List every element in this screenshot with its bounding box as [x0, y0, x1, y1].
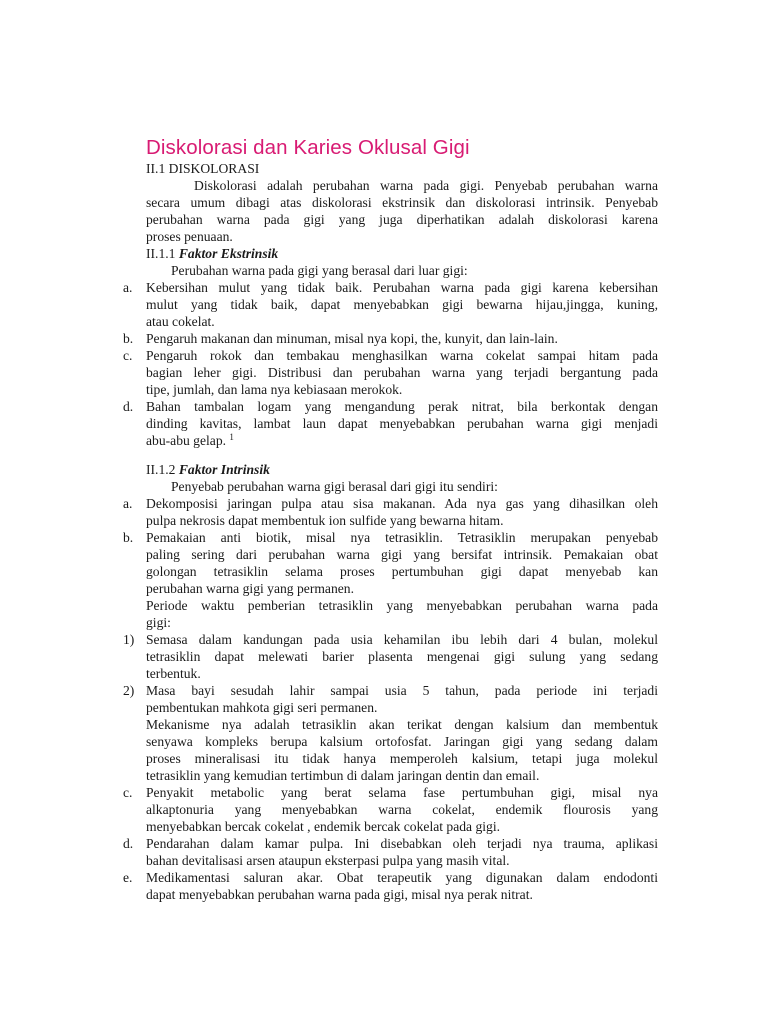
footnote-marker: 1 — [229, 432, 234, 442]
list-item-line: Dekomposisi jaringan pulpa atau sisa makanan. Ada nya gas yang dihasilkan oleh — [146, 496, 658, 511]
list-marker: d. — [123, 836, 134, 851]
list-item-line: tetrasiklin dapat melewati barier plasenta mengenai gigi sulung yang sedang — [146, 649, 658, 664]
list-item-line: Semasa dalam kandungan pada usia kehamilan ibu lebih dari 4 bulan, molekul — [146, 632, 658, 647]
list-item-line: senyawa kompleks berupa kalsium ortofosfat. Jaringan gigi yang sedang dalam — [146, 734, 658, 749]
list-item-line: Masa bayi sesudah lahir sampai usia 5 tahun, pada periode ini terjadi — [146, 683, 658, 698]
list-marker: 1) — [123, 632, 135, 647]
paragraph-line: secara umum dibagi atas diskolorasi ekstrinsik dan diskolorasi intrinsik. Penyebab — [146, 195, 658, 210]
subsection-lead: Perubahan warna pada gigi yang berasal dari luar gigi: — [171, 263, 468, 278]
list-marker: 2) — [123, 683, 135, 698]
list-item-line: dinding kavitas, lambat laun dapat menyebabkan perubahan warna gigi menjadi — [146, 416, 658, 431]
list-item-line: Medikamentasi saluran akar. Obat terapeutik yang digunakan dalam endodonti — [146, 870, 658, 885]
list-item-line: Pemakaian anti biotik, misal nya tetrasiklin. Tetrasiklin merupakan penyebab — [146, 530, 658, 545]
list-item-line: proses mineralisasi itu tidak hanya memperoleh kalsium, tetapi juga molekul — [146, 751, 658, 766]
list-item-line: Kebersihan mulut yang tidak baik. Perubahan warna pada gigi karena kebersihan — [146, 280, 658, 295]
list-marker: d. — [123, 399, 134, 414]
list-item-line: bahan devitalisasi arsen ataupun eksterpasi pulpa yang masih vital. — [146, 853, 510, 868]
paragraph-line: Diskolorasi adalah perubahan warna pada gigi. Penyebab perubahan warna — [194, 178, 658, 193]
list-item-line: Pendarahan dalam kamar pulpa. Ini disebabkan oleh terjadi nya trauma, aplikasi — [146, 836, 658, 851]
list-item-line: Penyakit metabolic yang berat selama fase pertumbuhan gigi, misal nya — [146, 785, 658, 800]
paragraph-line: proses penuaan. — [146, 229, 233, 244]
list-item-line: dapat menyebabkan perubahan warna pada gigi, misal nya perak nitrat. — [146, 887, 533, 902]
list-item-line: Pengaruh rokok dan tembakau menghasilkan warna cokelat sampai hitam pada — [146, 348, 658, 363]
list-item-line: Periode waktu pemberian tetrasiklin yang menyebabkan perubahan warna pada — [146, 598, 658, 613]
list-marker: b. — [123, 530, 134, 545]
subsection-heading-intrinsik: II.1.2 Faktor Intrinsik — [146, 462, 270, 477]
list-item-line: tipe, jumlah, dan lama nya kebiasaan merokok. — [146, 382, 403, 397]
list-item-line: alkaptonuria yang menyebabkan warna cokelat, endemik flourosis yang — [146, 802, 658, 817]
list-item-line: bagian leher gigi. Distribusi dan perubahan warna yang terjadi bergantung pada — [146, 365, 658, 380]
list-item-line: Bahan tambalan logam yang mengandung perak nitrat, bila berkontak dengan — [146, 399, 658, 414]
list-marker: c. — [123, 348, 133, 363]
section-heading: II.1 DISKOLORASI — [146, 161, 260, 176]
list-item-line: Mekanisme nya adalah tetrasiklin akan terikat dengan kalsium dan membentuk — [146, 717, 658, 732]
subsection-lead: Penyebab perubahan warna gigi berasal dari gigi itu sendiri: — [171, 479, 498, 494]
list-item-line: gigi: — [146, 615, 171, 630]
list-marker: e. — [123, 870, 133, 885]
list-item-line: golongan tetrasiklin selama proses pertumbuhan gigi dapat menyebab kan — [146, 564, 658, 579]
list-item-line: Pengaruh makanan dan minuman, misal nya kopi, the, kunyit, dan lain-lain. — [146, 331, 558, 346]
subsection-heading-ekstrinsik: II.1.1 Faktor Ekstrinsik — [146, 246, 279, 261]
list-item-line: menyebabkan bercak cokelat , endemik bercak cokelat pada gigi. — [146, 819, 501, 834]
list-marker: a. — [123, 280, 133, 295]
document-title: Diskolorasi dan Karies Oklusal Gigi — [146, 136, 470, 159]
list-item-line: pulpa nekrosis dapat membentuk ion sulfide yang bewarna hitam. — [146, 513, 504, 528]
list-marker: c. — [123, 785, 133, 800]
list-item-line: paling sering dari perubahan warna gigi yang bersifat intrinsik. Pemakaian obat — [146, 547, 658, 562]
list-item-line: tetrasiklin yang kemudian tertimbun di dalam jaringan dentin dan email. — [146, 768, 540, 783]
paragraph-line: perubahan warna pada gigi yang juga diperhatikan adalah diskolorasi karena — [146, 212, 658, 227]
list-marker: a. — [123, 496, 133, 511]
list-item-line: mulut yang tidak baik, dapat menyebabkan gigi bewarna hijau,jingga, kuning, — [146, 297, 658, 312]
list-marker: b. — [123, 331, 134, 346]
list-item-line: pembentukan mahkota gigi seri permanen. — [146, 700, 378, 715]
list-item-line: abu-abu gelap. $^1$ — [146, 432, 234, 448]
list-item-line: atau cokelat. — [146, 314, 215, 329]
list-item-line: perubahan warna gigi yang permanen. — [146, 581, 354, 596]
list-item-line: terbentuk. — [146, 666, 201, 681]
